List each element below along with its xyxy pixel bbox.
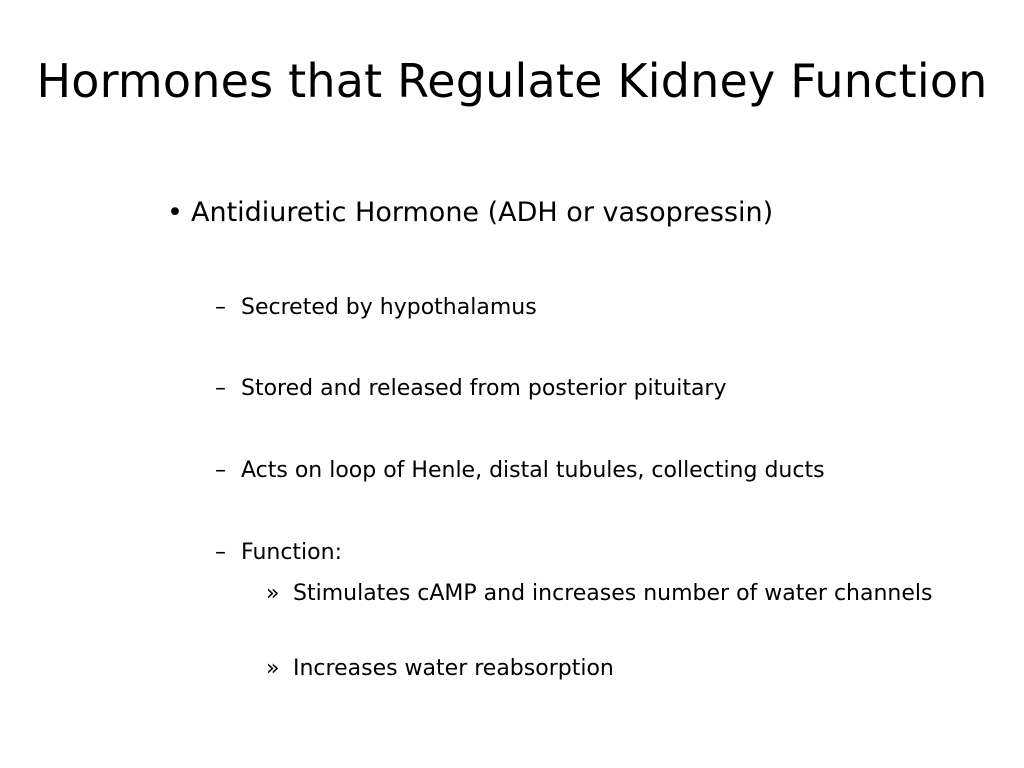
subpoint-acts-on xyxy=(215,455,825,487)
subpoint-text: Acts on loop of Henle, distal tubules, collecting ducts xyxy=(241,458,825,483)
subpoint-secreted xyxy=(215,292,537,324)
dash-marker: – xyxy=(215,376,226,401)
subpoint-text: Secreted by hypothalamus xyxy=(241,295,537,320)
bullet-adh xyxy=(167,193,773,233)
dash-marker: – xyxy=(215,458,226,483)
subpoint-text: Stored and released from posterior pituitary xyxy=(241,376,727,401)
subpoint-text: Function: xyxy=(241,540,342,565)
dash-marker: – xyxy=(215,540,226,565)
subpoint-stored xyxy=(215,373,727,405)
bullet-marker: • xyxy=(167,197,183,228)
subpoint-function xyxy=(215,537,342,569)
chevron-marker: » xyxy=(266,656,280,681)
function-point-camp xyxy=(266,577,943,611)
chevron-marker: » xyxy=(266,581,280,606)
function-point-text: Increases water reabsorption xyxy=(293,656,614,681)
dash-marker: – xyxy=(215,295,226,320)
slide-title: Hormones that Regulate Kidney Function xyxy=(36,54,988,108)
function-point-reabsorption xyxy=(266,652,614,686)
bullet-text: Antidiuretic Hormone (ADH or vasopressin) xyxy=(191,197,774,228)
function-point-text: Stimulates cAMP and increases number of water channels xyxy=(293,581,933,606)
